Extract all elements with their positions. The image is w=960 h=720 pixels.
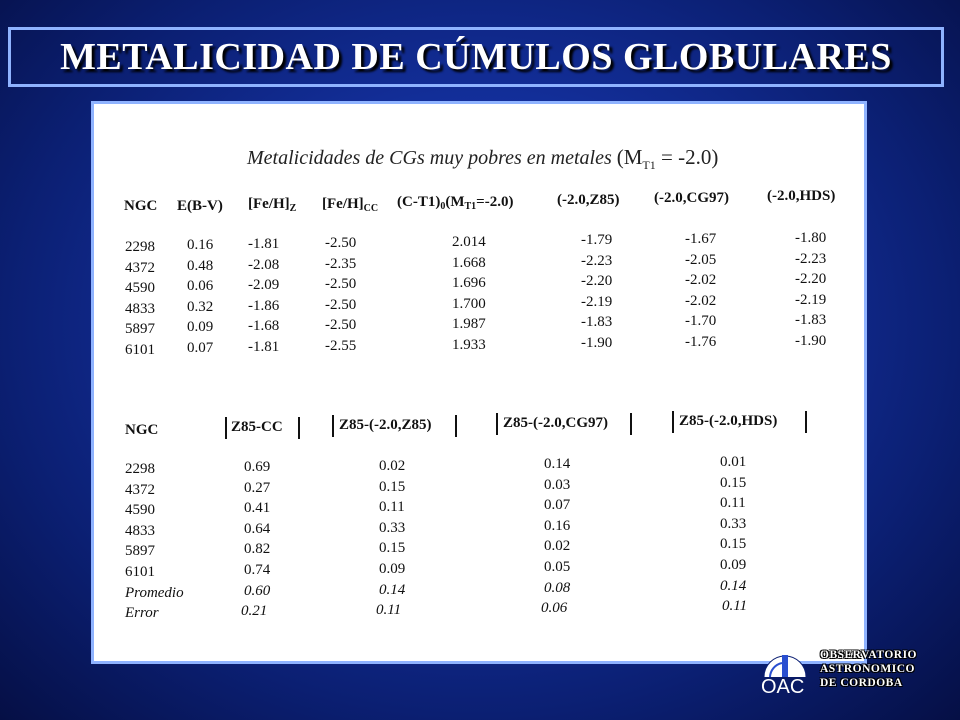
t2-header-zz85: Z85-(-2.0,Z85) (339, 417, 432, 433)
t1-col-hds (795, 228, 826, 352)
t2-header-zhds: Z85-(-2.0,HDS) (679, 413, 778, 429)
table-cell: -1.76 (685, 333, 717, 350)
t1-col-ct1 (452, 232, 486, 356)
t1-header-ebv: E(B-V) (177, 198, 223, 214)
table-cell: -1.90 (795, 332, 827, 349)
table-cell: 0.02 (379, 458, 406, 474)
t1-header-ngc: NGC (124, 198, 158, 214)
table-cell: 4833 (125, 522, 155, 539)
table-cell: 2298 (125, 239, 155, 255)
table-cell: 0.16 (544, 517, 571, 534)
t2-zcg97-error: 0.06 (541, 600, 568, 617)
table-cell: 0.82 (244, 541, 271, 558)
table1-subtitle (247, 145, 718, 173)
table-cell: -2.02 (685, 292, 717, 309)
t2-header-zcg97: Z85-(-2.0,CG97) (503, 415, 608, 431)
table-cell: -2.50 (325, 235, 357, 251)
t1-header-fehz: $[Fe/H]_Z$ (248, 196, 297, 214)
table-cell: 5897 (125, 543, 155, 560)
table-cell: 0.09 (187, 319, 214, 336)
table-cell: 0.33 (720, 515, 747, 532)
table-cell: 0.15 (720, 474, 747, 491)
table-cell: 0.15 (379, 540, 406, 557)
table-cell: -1.67 (685, 231, 717, 247)
t2-error-label: Error (125, 605, 159, 622)
table-cell: -2.55 (325, 337, 357, 354)
table-cell: 0.74 (244, 561, 271, 578)
table-cell: -2.05 (685, 251, 717, 268)
table-cell: -1.83 (581, 314, 613, 331)
table-cell: -1.79 (581, 232, 613, 248)
table-cell: -2.02 (685, 272, 717, 289)
table-cell: -1.81 (248, 338, 280, 355)
table-cell: 0.33 (379, 519, 406, 536)
table-cell: -2.20 (581, 273, 613, 290)
t2-header-ngc: NGC (125, 422, 159, 438)
t2-col-zz85 (376, 456, 406, 621)
table-cell: -1.70 (685, 313, 717, 330)
table-cell: 5897 (125, 321, 155, 338)
oac-abbr: OAC (761, 676, 805, 698)
t2-zhds-error: 0.11 (722, 598, 748, 615)
table-cell: -1.80 (795, 230, 827, 246)
t2-zhds-bar-left (672, 411, 674, 433)
table-cell: 4833 (125, 300, 155, 317)
table1-subtitle-magnitude: $(M_{T1} = -2.0)$ (616, 145, 719, 173)
table-cell: 2.014 (452, 234, 486, 250)
t2-zcg97-bar-right (630, 413, 632, 435)
table-cell: 6101 (125, 563, 155, 580)
table-cell: 0.05 (544, 558, 571, 575)
t1-header-z85: (-2.0,Z85) (557, 192, 620, 208)
t2-zz85-promedio: 0.14 (379, 581, 406, 598)
table-cell: 4590 (125, 280, 155, 297)
t1-header-cg97: (-2.0,CG97) (654, 190, 729, 206)
t2-zcc-promedio: 0.60 (244, 582, 271, 599)
oac-name (820, 648, 917, 690)
t2-zcg97-promedio: 0.08 (544, 579, 571, 596)
t2-zcc-bar-left (225, 417, 227, 439)
t2-col-zcc (241, 457, 271, 622)
table-cell: -2.09 (248, 277, 280, 294)
t1-col-ngc (125, 237, 155, 361)
table-cell: 0.07 (544, 497, 571, 514)
oac-name-line2: ASTRONOMICO (820, 663, 915, 675)
table-cell: 0.32 (187, 298, 214, 315)
t2-zz85-bar-right (455, 415, 457, 437)
t1-col-ebv (187, 235, 213, 359)
table-cell: -1.83 (795, 312, 827, 329)
table-cell: -2.23 (581, 252, 613, 269)
table-cell: 0.09 (379, 560, 406, 577)
t2-promedio-label: Promedio (125, 584, 184, 601)
table-cell: -2.50 (325, 276, 357, 293)
table-cell: 1.933 (452, 336, 486, 353)
slide-title: METALICIDAD DE CÚMULOS GLOBULARES (60, 36, 892, 78)
table-cell: 1.696 (452, 275, 486, 292)
t2-header-zcc: Z85-CC (231, 419, 283, 435)
t2-zcg97-values (544, 454, 570, 578)
table-cell: 0.11 (720, 495, 746, 512)
t2-zcc-bar-right (298, 417, 300, 439)
t1-header-hds: (-2.0,HDS) (767, 188, 836, 204)
t1-header-ct1: $(C-T1)_0(M_{T1}=-2.0)$ (397, 194, 514, 212)
oac-name-line3: DE CORDOBA (820, 677, 903, 689)
oac-name-line1: OBSERVATORIO (820, 649, 917, 661)
table-cell: 0.09 (720, 556, 747, 573)
table-cell: -2.50 (325, 296, 357, 313)
t2-zcc-values (244, 457, 270, 581)
table-cell: 1.668 (452, 254, 486, 271)
oac-logo (758, 645, 943, 705)
table-cell: -1.86 (248, 297, 280, 314)
t1-col-fehcc (325, 233, 356, 357)
table-cell: 0.02 (544, 538, 571, 555)
table-cell: 0.64 (244, 520, 271, 537)
table-cell: -2.20 (795, 271, 827, 288)
t2-ngc-values (125, 459, 184, 583)
table-cell: 0.48 (187, 257, 214, 274)
content-panel (91, 101, 867, 664)
table-cell: 4590 (125, 502, 155, 519)
table-cell: 0.69 (244, 459, 271, 475)
t2-col-zcg97 (541, 454, 571, 619)
table-cell: 4372 (125, 481, 155, 498)
table-cell: 0.01 (720, 454, 747, 470)
t2-col-ngc (125, 459, 184, 624)
table-cell: 0.16 (187, 237, 214, 253)
t2-zz85-error: 0.11 (376, 602, 402, 619)
t2-col-zhds (720, 452, 747, 617)
t2-zhds-values (720, 452, 747, 576)
table-cell: 0.06 (187, 278, 214, 295)
table-cell: -1.81 (248, 236, 280, 252)
table-cell: 0.15 (720, 536, 747, 553)
t2-zcc-error: 0.21 (241, 603, 268, 620)
table-cell: 0.11 (379, 499, 405, 516)
table-cell: 6101 (125, 341, 155, 358)
t2-zz85-bar-left (332, 415, 334, 437)
t2-zz85-values (379, 456, 405, 580)
table-cell: 4372 (125, 259, 155, 276)
observatory-dome-icon (760, 645, 810, 679)
table-cell: 0.07 (187, 339, 214, 356)
table-cell: 0.15 (379, 478, 406, 495)
table-cell: -2.23 (795, 250, 827, 267)
table1-subtitle-text: Metalicidades de CGs muy pobres en metales (247, 147, 612, 169)
table-cell: 0.14 (544, 456, 571, 472)
table-cell: -1.68 (248, 318, 280, 335)
t2-zhds-bar-right (805, 411, 807, 433)
table-cell: -2.19 (581, 293, 613, 310)
table-cell: 0.03 (544, 476, 571, 493)
t1-header-fehcc: $[Fe/H]_{CC}$ (322, 196, 379, 214)
t1-col-cg97 (685, 229, 716, 353)
table-cell: 1.700 (452, 295, 486, 312)
table-cell: -2.19 (795, 291, 827, 308)
table-cell: -1.90 (581, 334, 613, 351)
table-cell: 0.27 (244, 479, 271, 496)
t2-zhds-promedio: 0.14 (720, 577, 747, 594)
table-cell: -2.35 (325, 255, 357, 272)
table-cell: 1.987 (452, 316, 486, 333)
table-cell: 2298 (125, 461, 155, 477)
table-cell: -2.08 (248, 256, 280, 273)
title-banner (8, 27, 944, 87)
table-cell: 0.41 (244, 500, 271, 517)
table-cell: -2.50 (325, 317, 357, 334)
t1-col-z85 (581, 230, 612, 354)
t1-col-fehz (248, 234, 279, 358)
t2-zcg97-bar-left (496, 413, 498, 435)
